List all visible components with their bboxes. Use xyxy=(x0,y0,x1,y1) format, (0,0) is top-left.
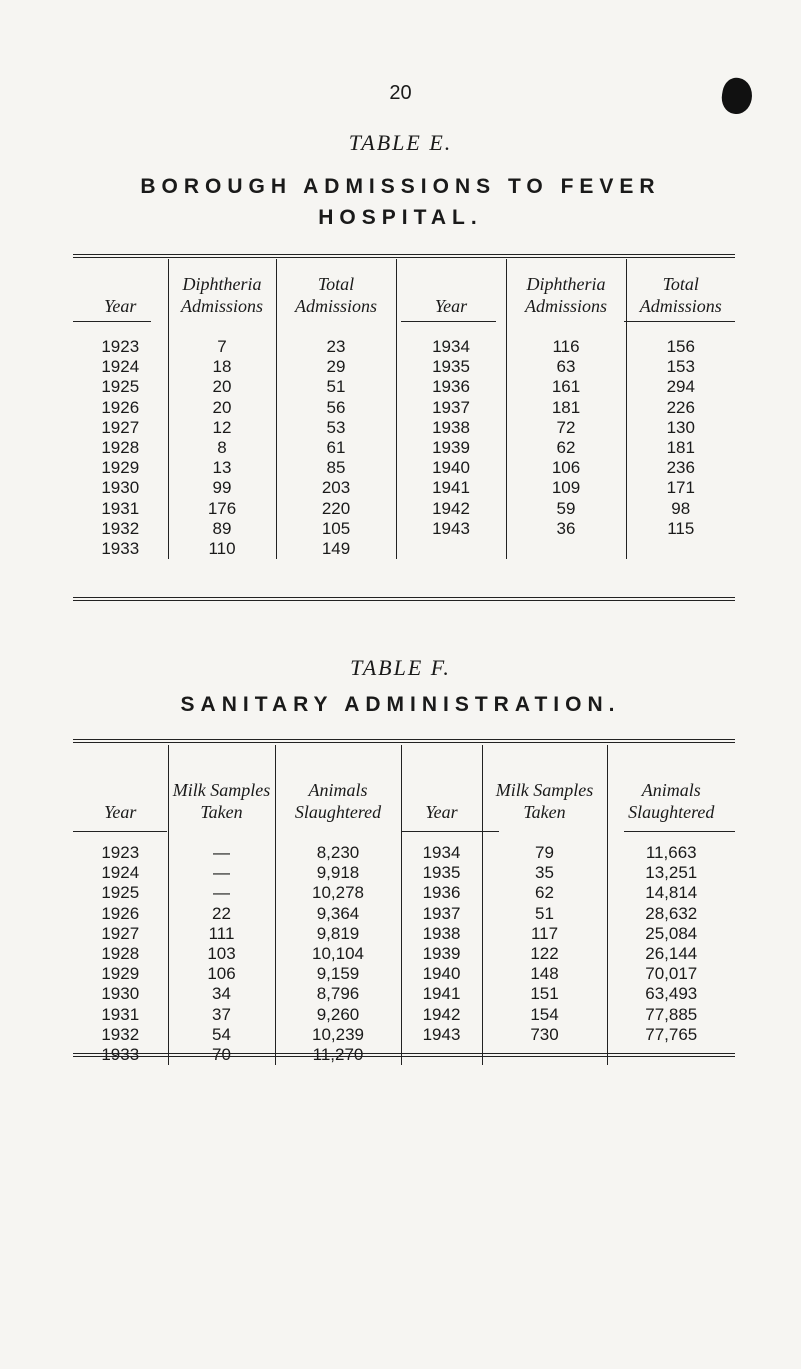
cell-col3: 9,260 xyxy=(275,1005,401,1025)
cell-year-2: 1943 xyxy=(396,519,506,539)
gap-cell xyxy=(276,323,396,337)
cell-col6: 13,251 xyxy=(607,863,735,883)
cell-year-2: 1941 xyxy=(396,478,506,498)
cell-col5: 116 xyxy=(506,337,626,357)
cell-year-2: 1934 xyxy=(401,843,482,863)
cell-year: 1930 xyxy=(101,984,140,1004)
cell-col6: 153 xyxy=(626,357,735,377)
cell-col5: 122 xyxy=(482,944,607,964)
cell-col3: 220 xyxy=(276,499,396,519)
cell-year: 1924 xyxy=(101,357,140,377)
cell-col5: 79 xyxy=(482,843,607,863)
page-number: 20 xyxy=(389,82,412,104)
table-e-header-row xyxy=(73,259,735,323)
table-row xyxy=(73,843,735,863)
cell-year: 1927 xyxy=(101,417,140,437)
cell-year-2: 1935 xyxy=(396,357,506,377)
cell-col6: 181 xyxy=(626,438,735,458)
table-e-head-rule xyxy=(624,321,735,322)
table-row xyxy=(73,519,735,539)
table-row xyxy=(73,904,735,924)
table-e-heading-line1: BOROUGH ADMISSIONS TO FEVER xyxy=(140,175,661,198)
cell-year-2: 1942 xyxy=(401,1005,482,1025)
cell-col6: 115 xyxy=(626,519,735,539)
cell-col5: 181 xyxy=(506,398,626,418)
cell-col2: 8 xyxy=(168,438,276,458)
cell-year-2: 1940 xyxy=(396,458,506,478)
cell-col3: 51 xyxy=(276,377,396,397)
cell-year: 1932 xyxy=(101,518,140,538)
cell-col3: 10,104 xyxy=(275,944,401,964)
table-row xyxy=(73,418,735,438)
cell-col6: 171 xyxy=(626,478,735,498)
cell-col3: 53 xyxy=(276,418,396,438)
col-header-year: Year xyxy=(104,296,137,316)
cell-year-2: 1936 xyxy=(396,377,506,397)
cell-col5: 106 xyxy=(506,458,626,478)
table-e-heading-line2: HOSPITAL. xyxy=(318,206,483,229)
cell-col3: 8,230 xyxy=(275,843,401,863)
cell-col5: 72 xyxy=(506,418,626,438)
table-e-head-rule xyxy=(73,321,151,322)
cell-col2: 18 xyxy=(168,357,276,377)
cell-year-2: 1937 xyxy=(401,904,482,924)
table-f xyxy=(73,745,735,1065)
table-row xyxy=(73,924,735,944)
col-header-diphtheria-2: Diphtheria Admissions xyxy=(506,259,626,323)
cell-year: 1932 xyxy=(101,1024,140,1044)
cell-col3: 61 xyxy=(276,438,396,458)
cell-col6: 77,885 xyxy=(607,1005,735,1025)
cell-year: 1928 xyxy=(101,944,140,964)
cell-year-2: 1935 xyxy=(401,863,482,883)
table-f-bottom-rule xyxy=(73,1053,735,1057)
cell-col2: 176 xyxy=(168,499,276,519)
cell-col2: — xyxy=(168,883,275,903)
table-e-top-rule xyxy=(73,254,735,258)
gap-cell xyxy=(73,323,168,337)
cell-year: 1928 xyxy=(101,438,140,458)
col-header-diphtheria: Diphtheria Admissions xyxy=(168,259,276,323)
cell-col3: 10,278 xyxy=(275,883,401,903)
cell-year: 1923 xyxy=(101,843,140,862)
cell-col2: 34 xyxy=(168,984,275,1004)
cell-col3: 8,796 xyxy=(275,984,401,1004)
cell-col3: 105 xyxy=(276,519,396,539)
cell-col6: 11,663 xyxy=(607,843,735,863)
cell-col5: 109 xyxy=(506,478,626,498)
table-row xyxy=(73,377,735,397)
cell-year: 1927 xyxy=(101,923,140,943)
cell-year: 1925 xyxy=(101,883,140,903)
cell-col5: 59 xyxy=(506,499,626,519)
cell-year: 1933 xyxy=(101,539,140,559)
cell-col6: 70,017 xyxy=(607,964,735,984)
cell-year-2: 1943 xyxy=(401,1025,482,1045)
table-e xyxy=(73,259,735,559)
cell-year-2: 1939 xyxy=(396,438,506,458)
cell-col2: 20 xyxy=(168,398,276,418)
table-e-title: TABLE E. xyxy=(348,130,453,155)
cell-col5: 117 xyxy=(482,924,607,944)
cell-col2: 22 xyxy=(168,904,275,924)
cell-col5: 62 xyxy=(482,883,607,903)
cell-col2: 20 xyxy=(168,377,276,397)
cell-year: 1923 xyxy=(101,337,140,356)
cell-year: 1924 xyxy=(101,863,140,883)
cell-col3: 29 xyxy=(276,357,396,377)
cell-year: 1930 xyxy=(101,478,140,498)
table-row xyxy=(73,944,735,964)
table-f-head-rule xyxy=(624,831,735,832)
gap-cell xyxy=(506,323,626,337)
col-header-year: Year xyxy=(104,802,137,822)
cell-col2: 89 xyxy=(168,519,276,539)
table-e-bottom-rule xyxy=(73,597,735,601)
cell-col3: 149 xyxy=(276,539,396,559)
cell-year: 1926 xyxy=(101,397,140,417)
cell-year-2: 1937 xyxy=(396,398,506,418)
cell-col5: 36 xyxy=(506,519,626,539)
gap-cell xyxy=(482,829,607,843)
cell-col6: 14,814 xyxy=(607,883,735,903)
cell-col5: 730 xyxy=(482,1025,607,1045)
col-header-animals-2: Animals Slaughtered xyxy=(607,745,735,829)
col-header-year-2: Year xyxy=(396,259,506,323)
cell-col5: 161 xyxy=(506,377,626,397)
cell-col2: 70 xyxy=(168,1045,275,1065)
cell-col6: 130 xyxy=(626,418,735,438)
table-f-title: TABLE F. xyxy=(350,655,451,680)
cell-col6: 236 xyxy=(626,458,735,478)
cell-col3: 56 xyxy=(276,398,396,418)
cell-col3: 9,364 xyxy=(275,904,401,924)
cell-col3: 10,239 xyxy=(275,1025,401,1045)
col-header-milk-samples-2: Milk Samples Taken xyxy=(482,745,607,829)
table-row xyxy=(73,337,735,357)
cell-col2: 12 xyxy=(168,418,276,438)
cell-col2: 106 xyxy=(168,964,275,984)
table-f-header-row xyxy=(73,745,735,829)
cell-year: 1929 xyxy=(101,964,140,984)
cell-col5: 63 xyxy=(506,357,626,377)
table-gap-row xyxy=(73,323,735,337)
cell-year-2: 1939 xyxy=(401,944,482,964)
table-row xyxy=(73,499,735,519)
cell-col2: 54 xyxy=(168,1025,275,1045)
table-f-heading: SANITARY ADMINISTRATION. xyxy=(180,693,621,716)
cell-col3: 85 xyxy=(276,458,396,478)
cell-year-2: 1940 xyxy=(401,964,482,984)
cell-col2: 37 xyxy=(168,1005,275,1025)
cell-col5: 51 xyxy=(482,904,607,924)
cell-col3: 9,918 xyxy=(275,863,401,883)
table-e-head-rule xyxy=(401,321,496,322)
cell-col3: 9,159 xyxy=(275,964,401,984)
cell-col5 xyxy=(506,539,626,559)
cell-col2: 13 xyxy=(168,458,276,478)
cell-col6: 156 xyxy=(626,337,735,357)
cell-year: 1931 xyxy=(101,1004,140,1024)
cell-col2: 7 xyxy=(168,337,276,357)
col-header-milk-samples: Milk Samples Taken xyxy=(168,745,275,829)
table-row xyxy=(73,863,735,883)
cell-col6: 28,632 xyxy=(607,904,735,924)
gap-cell xyxy=(626,323,735,337)
table-f-head-rule xyxy=(73,831,167,832)
cell-year-2: 1938 xyxy=(396,418,506,438)
cell-col6: 294 xyxy=(626,377,735,397)
gap-cell xyxy=(168,829,275,843)
cell-year-2 xyxy=(396,539,506,559)
cell-col6: 226 xyxy=(626,398,735,418)
cell-col5: 62 xyxy=(506,438,626,458)
cell-col6: 26,144 xyxy=(607,944,735,964)
cell-col5: 35 xyxy=(482,863,607,883)
cell-col2: 110 xyxy=(168,539,276,559)
cell-col2: 103 xyxy=(168,944,275,964)
cell-col3: 203 xyxy=(276,478,396,498)
cell-col6 xyxy=(626,539,735,559)
cell-col2: — xyxy=(168,843,275,863)
cell-year-2: 1938 xyxy=(401,924,482,944)
table-row xyxy=(73,458,735,478)
col-header-year-2: Year xyxy=(401,745,482,829)
cell-year: 1933 xyxy=(101,1045,140,1065)
table-row xyxy=(73,438,735,458)
cell-col3: 23 xyxy=(276,337,396,357)
gap-cell xyxy=(168,323,276,337)
gap-cell xyxy=(275,829,401,843)
cell-year: 1926 xyxy=(101,903,140,923)
table-row xyxy=(73,539,735,559)
col-header-animals: Animals Slaughtered xyxy=(275,745,401,829)
cell-col6: 77,765 xyxy=(607,1025,735,1045)
col-header-total: Total Admissions xyxy=(276,259,396,323)
cell-col2: 111 xyxy=(168,924,275,944)
table-f-body xyxy=(73,829,735,1065)
cell-col3: 11,270 xyxy=(275,1045,401,1065)
table-row xyxy=(73,984,735,1004)
cell-year: 1931 xyxy=(101,498,140,518)
cell-col2: 99 xyxy=(168,478,276,498)
table-row xyxy=(73,398,735,418)
cell-col6: 25,084 xyxy=(607,924,735,944)
table-f-top-rule xyxy=(73,739,735,743)
table-row xyxy=(73,1005,735,1025)
cell-col6: 98 xyxy=(626,499,735,519)
table-e-body xyxy=(73,323,735,559)
table-row xyxy=(73,357,735,377)
cell-col2: — xyxy=(168,863,275,883)
gap-cell xyxy=(396,323,506,337)
table-row xyxy=(73,478,735,498)
table-row xyxy=(73,1025,735,1045)
cell-col3: 9,819 xyxy=(275,924,401,944)
cell-year-2: 1941 xyxy=(401,984,482,1004)
cell-col6: 63,493 xyxy=(607,984,735,1004)
table-f-head-rule xyxy=(401,831,499,832)
table-row xyxy=(73,883,735,903)
col-header-total-2: Total Admissions xyxy=(626,259,735,323)
cell-col5: 154 xyxy=(482,1005,607,1025)
cell-year-2: 1936 xyxy=(401,883,482,903)
cell-col5: 151 xyxy=(482,984,607,1004)
table-row xyxy=(73,964,735,984)
cell-year: 1925 xyxy=(101,377,140,397)
cell-col5: 148 xyxy=(482,964,607,984)
cell-year-2: 1942 xyxy=(396,499,506,519)
cell-year: 1929 xyxy=(101,458,140,478)
cell-year-2: 1934 xyxy=(396,337,506,357)
